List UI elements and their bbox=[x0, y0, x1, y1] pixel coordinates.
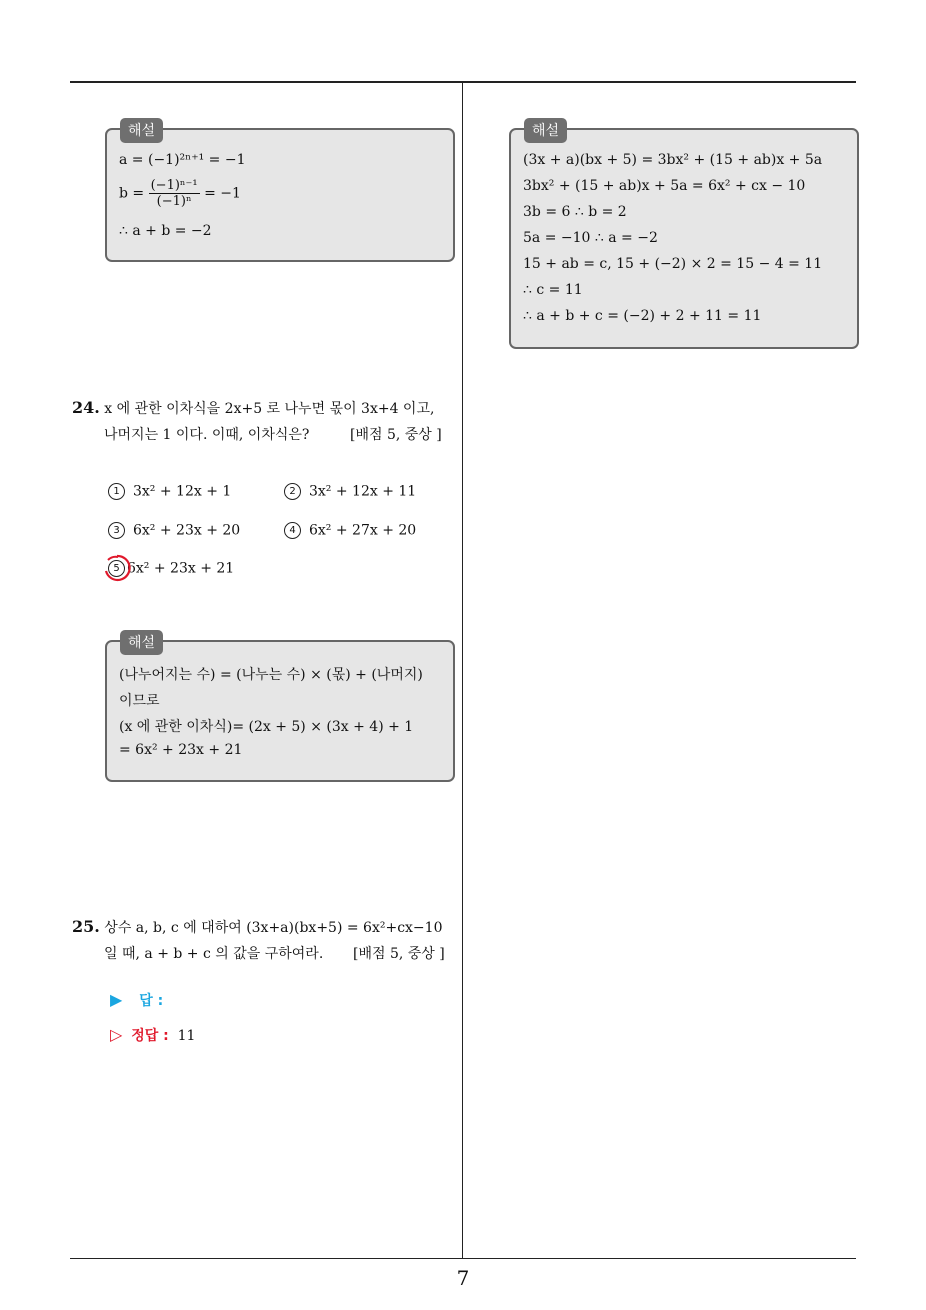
question-number: 24. bbox=[72, 398, 100, 417]
red-answer-circle-icon bbox=[102, 553, 132, 583]
fraction-denominator: (−1)ⁿ bbox=[156, 194, 192, 209]
solution-line: = 6x² + 23x + 21 bbox=[119, 742, 243, 758]
correct-answer-value: 11 bbox=[177, 1028, 196, 1044]
choice-text: 3x² + 12x + 11 bbox=[309, 483, 417, 500]
solution-line: 이므로 bbox=[119, 693, 160, 709]
play-outline-icon: ▷ bbox=[110, 1025, 123, 1044]
question-text: x 에 관한 이차식을 2x+5 로 나누면 몫이 3x+4 이고, bbox=[104, 401, 435, 417]
fraction-prefix: b = bbox=[119, 185, 145, 202]
solution-line: 5a = −10 ∴ a = −2 bbox=[523, 230, 658, 246]
question-text: 상수 a, b, c 에 대하여 (3x+a)(bx+5) = 6x²+cx−10 bbox=[104, 920, 443, 936]
solution-tag: 해설 bbox=[120, 630, 163, 655]
choice-number-circle: 3 bbox=[108, 522, 125, 539]
solution-line-fraction bbox=[119, 178, 241, 209]
question-points: [배점 5, 중상 ] bbox=[353, 946, 445, 962]
fraction bbox=[149, 178, 200, 209]
solution-line: 3bx² + (15 + ab)x + 5a = 6x² + cx − 10 bbox=[523, 178, 806, 194]
solution-line: (x 에 관한 이차식)= (2x + 5) × (3x + 4) + 1 bbox=[119, 719, 414, 735]
answer-row bbox=[110, 990, 163, 1010]
question-25-line1 bbox=[72, 917, 442, 937]
solution-box-q24 bbox=[105, 635, 455, 782]
solution-line: ∴ c = 11 bbox=[523, 282, 583, 298]
question-24-line1 bbox=[72, 398, 434, 418]
choice-text: 3x² + 12x + 1 bbox=[133, 483, 232, 500]
solution-line: 15 + ab = c, 15 + (−2) × 2 = 15 − 4 = 11 bbox=[523, 256, 823, 272]
choice-number-circle: 5 bbox=[108, 560, 125, 577]
play-filled-icon: ▶ bbox=[110, 990, 123, 1009]
fraction-numerator: (−1)ⁿ⁻¹ bbox=[150, 178, 198, 193]
choice-text: 6x² + 23x + 20 bbox=[133, 522, 241, 539]
solution-tag: 해설 bbox=[524, 118, 567, 143]
choice-number-circle: 2 bbox=[284, 483, 301, 500]
question-points: [배점 5, 중상 ] bbox=[350, 427, 442, 443]
correct-answer-row bbox=[110, 1025, 195, 1045]
solution-box-q25 bbox=[509, 123, 859, 349]
solution-line: ∴ a + b + c = (−2) + 2 + 11 = 11 bbox=[523, 308, 762, 324]
choice-2[interactable] bbox=[284, 483, 416, 500]
bottom-rule bbox=[70, 1258, 856, 1259]
question-text: 일 때, a + b + c 의 값을 구하여라. bbox=[104, 946, 324, 962]
question-number: 25. bbox=[72, 917, 100, 936]
solution-line: (나누어지는 수) = (나누는 수) × (몫) + (나머지) bbox=[119, 667, 423, 683]
choice-text: 6x² + 23x + 21 bbox=[127, 560, 235, 577]
solution-box-q23 bbox=[105, 123, 455, 262]
choice-1[interactable] bbox=[108, 483, 231, 500]
page-number: 7 bbox=[456, 1266, 470, 1290]
column-divider bbox=[462, 83, 463, 1259]
correct-answer-label: 정답 : bbox=[131, 1028, 169, 1044]
choice-4[interactable] bbox=[284, 522, 416, 539]
solution-line: a = (−1)²ⁿ⁺¹ = −1 bbox=[119, 152, 246, 168]
top-rule bbox=[70, 81, 856, 83]
choice-3[interactable] bbox=[108, 522, 240, 539]
question-text: 나머지는 1 이다. 이때, 이차식은? bbox=[104, 427, 310, 443]
solution-tag: 해설 bbox=[120, 118, 163, 143]
solution-line: (3x + a)(bx + 5) = 3bx² + (15 + ab)x + 5a bbox=[523, 152, 823, 168]
solution-line: ∴ a + b = −2 bbox=[119, 223, 212, 239]
solution-line: 3b = 6 ∴ b = 2 bbox=[523, 204, 627, 220]
choice-number-circle: 1 bbox=[108, 483, 125, 500]
answer-label: 답 : bbox=[139, 993, 164, 1009]
choice-text: 6x² + 27x + 20 bbox=[309, 522, 417, 539]
fraction-suffix: = −1 bbox=[204, 185, 241, 202]
choice-number-circle: 4 bbox=[284, 522, 301, 539]
